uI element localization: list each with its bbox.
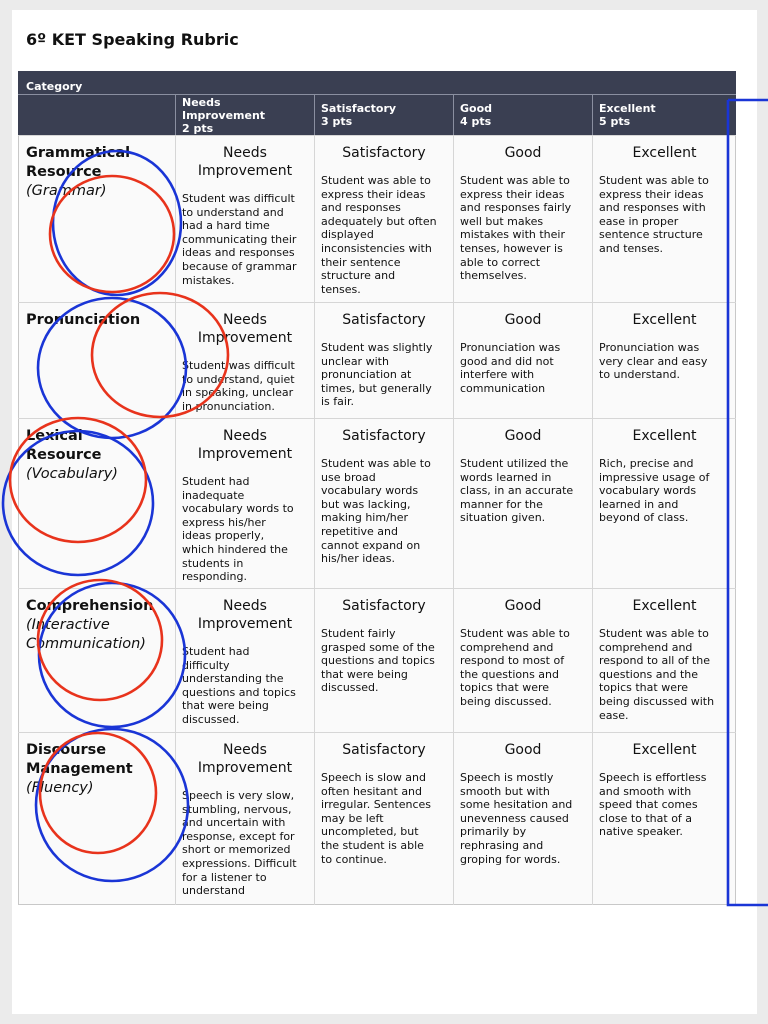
- level-cell: [314, 303, 453, 418]
- category-cell: [18, 136, 175, 302]
- level-cell: [453, 733, 592, 905]
- document-title: 6º KET Speaking Rubric: [26, 30, 239, 49]
- level-description: Student was difficult to understand, quiet in speaking, unclear in pronunciation.: [182, 359, 295, 413]
- level-description: Pronunciation was good and did not interfere with communication: [460, 341, 561, 395]
- header-cell-needs-improvement: [175, 95, 314, 135]
- category-cell: [18, 303, 175, 418]
- level-heading: Satisfactory: [342, 598, 426, 614]
- level-cell: [453, 303, 592, 418]
- level-heading: Needs Improvement: [197, 742, 293, 776]
- category-title: Grammatical Resource: [26, 145, 131, 180]
- header-level-name: Excellent: [599, 102, 656, 115]
- category-subtitle: (Fluency): [26, 780, 94, 796]
- level-cell: [175, 419, 314, 588]
- rubric-row-vocabulary: [18, 418, 736, 588]
- category-title: Comprehension: [26, 598, 154, 614]
- level-cell: [175, 589, 314, 732]
- level-cell: [592, 419, 736, 588]
- level-description: Student utilized the words learned in class, in an accurate manner for the situation given.: [460, 457, 574, 525]
- level-description: Student was able to use broad vocabulary words but was lacking, making him/her repetitive and cannot expand on his/her ideas.: [321, 457, 431, 566]
- level-description: Speech is slow and often hesitant and irregular. Sentences may be left uncompleted, but the student is able to continue.: [321, 771, 432, 866]
- level-heading: Satisfactory: [342, 312, 426, 328]
- level-description: Rich, precise and impressive usage of vocabulary words learned in and beyond of class.: [599, 457, 710, 525]
- level-description: Student fairly grasped some of the questions and topics that were being discussed.: [321, 627, 435, 695]
- level-heading: Excellent: [632, 145, 697, 161]
- level-cell: [592, 589, 736, 732]
- header-cell-satisfactory: [314, 95, 453, 135]
- header-level-name: Needs Improvement: [182, 96, 266, 122]
- level-cell: [314, 419, 453, 588]
- category-cell: [18, 589, 175, 732]
- category-title: Lexical Resource: [26, 428, 102, 463]
- level-heading: Excellent: [632, 428, 697, 444]
- category-header-label: Category: [26, 80, 83, 93]
- level-cell: [314, 733, 453, 905]
- category-header-bar: [18, 71, 736, 95]
- header-level-name: Good: [460, 102, 493, 115]
- level-heading: Good: [504, 312, 542, 328]
- rubric-row-comprehension: [18, 588, 736, 732]
- level-heading: Needs Improvement: [197, 312, 293, 346]
- level-heading: Excellent: [632, 312, 697, 328]
- level-heading: Good: [504, 598, 542, 614]
- level-cell: [175, 136, 314, 302]
- level-heading: Good: [504, 742, 542, 758]
- category-title: Discourse Management: [26, 742, 133, 777]
- level-heading: Satisfactory: [342, 428, 426, 444]
- level-cell: [592, 303, 736, 418]
- level-cell: [592, 136, 736, 302]
- header-level-pts: 5 pts: [599, 115, 631, 128]
- category-title: Pronunciation: [26, 312, 141, 328]
- level-cell: [453, 136, 592, 302]
- level-description: Student was difficult to understand and had a hard time communicating their ideas and responses because of grammar mistakes.: [182, 192, 297, 287]
- level-description: Pronunciation was very clear and easy to understand.: [599, 341, 708, 382]
- level-description: Student was able to express their ideas and responses fairly well but makes mistakes with their tenses, however is able to correct themselves.: [460, 174, 572, 283]
- level-heading: Excellent: [632, 742, 697, 758]
- rubric-row-grammar: [18, 135, 736, 302]
- level-cell: [453, 419, 592, 588]
- level-heading: Good: [504, 428, 542, 444]
- level-description: Student had inadequate vocabulary words to express his/her ideas properly, which hindered the students in responding.: [182, 475, 294, 584]
- level-description: Student was slightly unclear with pronunciation at times, but generally is fair.: [321, 341, 433, 409]
- header-cell-excellent: [592, 95, 736, 135]
- level-cell: [592, 733, 736, 905]
- rubric-row-pronunciation: [18, 302, 736, 418]
- level-description: Student was able to express their ideas and responses adequately but often displayed inconsistencies with their sentence structure and tenses.: [321, 174, 437, 296]
- level-heading: Needs Improvement: [197, 428, 293, 462]
- header-level-pts: 4 pts: [460, 115, 492, 128]
- category-cell: [18, 419, 175, 588]
- level-heading: Satisfactory: [342, 742, 426, 758]
- level-heading: Needs Improvement: [197, 598, 293, 632]
- level-description: Student was able to comprehend and respond to all of the questions and the topics that were being discussed with ease.: [599, 627, 715, 722]
- level-heading: Satisfactory: [342, 145, 426, 161]
- category-subtitle: (Grammar): [26, 183, 107, 199]
- level-description: Student had difficulty understanding the questions and topics that were being discussed.: [182, 645, 296, 726]
- level-heading: Good: [504, 145, 542, 161]
- header-level-name: Satisfactory: [321, 102, 397, 115]
- level-description: Student was able to express their ideas and responses with ease in proper sentence structure and tenses.: [599, 174, 709, 255]
- rubric-row-fluency: [18, 732, 736, 905]
- category-subtitle: (Interactive Communication): [26, 617, 146, 652]
- level-description: Speech is effortless and smooth with speed that comes close to that of a native speaker.: [599, 771, 707, 839]
- header-level-pts: 3 pts: [321, 115, 353, 128]
- level-heading: Needs Improvement: [197, 145, 293, 179]
- level-description: Speech is mostly smooth but with some hesitation and unevenness caused primarily by rephrasing and groping for words.: [460, 771, 573, 866]
- level-description: Student was able to comprehend and respond to most of the questions and topics that were being discussed.: [460, 627, 570, 708]
- header-level-pts: 2 pts: [182, 122, 214, 135]
- category-subtitle: (Vocabulary): [26, 466, 118, 482]
- level-cell: [453, 589, 592, 732]
- level-heading: Excellent: [632, 598, 697, 614]
- level-description: Speech is very slow, stumbling, nervous, and uncertain with response, except for short or memorized expressions. Difficult for a listener to understand: [182, 789, 297, 898]
- category-cell: [18, 733, 175, 905]
- header-cell-good: [453, 95, 592, 135]
- level-cell: [175, 303, 314, 418]
- header-cell-blank: [18, 95, 175, 135]
- level-cell: [314, 589, 453, 732]
- level-cell: [175, 733, 314, 905]
- level-cell: [314, 136, 453, 302]
